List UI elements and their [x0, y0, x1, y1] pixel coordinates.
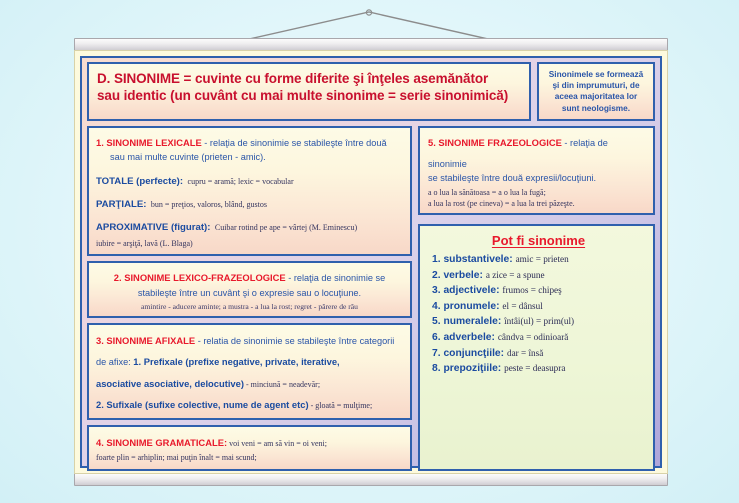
list-item — [432, 252, 645, 268]
box3-prefixale-label: 1. Prefixale (prefixe negative, private, iterative, — [133, 356, 340, 368]
left-column — [87, 126, 412, 471]
box3-prefixale-example: - minciună = neadevăr; — [244, 379, 321, 389]
item-example: frumos = chipeş — [502, 285, 562, 296]
item-example: amic = prieten — [515, 253, 569, 264]
box1-def-text-1: - relaţia de sinonimie se stabileşte între două — [201, 137, 387, 148]
list-item — [432, 299, 645, 315]
title-card — [87, 62, 531, 121]
box5-def-line-1 — [428, 132, 646, 174]
pot-fi-sinonime-list — [432, 252, 645, 377]
item-example: cândva = odinioară — [497, 332, 569, 343]
item-label: 1. substantivele: — [432, 253, 513, 265]
box2-def-text-1: - relaţia de sinonimie se — [285, 273, 386, 284]
box3-def-text: - relatia de sinonimie se stabileşte între categorii — [195, 336, 395, 347]
item-example: întâi(ul) = prim(ul) — [504, 316, 575, 327]
item-label: 2. verbele: — [432, 269, 483, 281]
box3-line-1 — [96, 329, 404, 350]
card-pot-fi-sinonime — [418, 224, 655, 471]
card-sinonime-gramaticale — [87, 425, 412, 470]
box2-def-line-1 — [95, 267, 404, 288]
box1-sub-example: bun = preţios, valoros, blând, gustos — [150, 200, 267, 210]
box4-title: 4. SINONIME GRAMATICALE: — [96, 437, 228, 449]
box3-line-2-pre: de afixe: — [96, 357, 134, 368]
box1-title: 1. SINONIME LEXICALE — [96, 136, 202, 148]
item-label: 8. prepoziţiile: — [432, 363, 502, 375]
title-line-1-rest: = cuvinte cu forme diferite şi înţeles asemănător — [179, 71, 489, 86]
list-item — [432, 346, 645, 362]
box1-sub-row — [96, 191, 404, 214]
item-example: peste = deasupra — [504, 363, 566, 374]
box1-sub-example: cupru = aramă; lexic = vocabular — [187, 176, 294, 186]
item-label: 5. numeralele: — [432, 316, 502, 328]
header-row — [87, 62, 655, 121]
list-item — [432, 268, 645, 284]
pot-fi-sinonime-heading: Pot fi sinonime — [491, 232, 586, 248]
box1-last-line: iubire = arşiţă, lavă (L. Blaga) — [96, 238, 193, 248]
item-example: a zice = a spune — [485, 269, 545, 280]
box3-sufixale-label: 2. Sufixale (sufixe colective, nume de agent etc) — [96, 398, 309, 410]
list-item — [432, 283, 645, 299]
box5-example-2: a lua la rost (pe cineva) = a lua la trei păzeşte. — [428, 198, 575, 208]
poster-rod-bottom — [74, 473, 668, 486]
list-item — [432, 361, 645, 377]
title-line-1 — [97, 70, 521, 87]
box4-line-1 — [96, 431, 404, 453]
card-sinonime-lexico-frazeologice — [87, 261, 412, 318]
box1-sub-label: PARŢIALE: — [96, 199, 147, 211]
box1-sublist — [96, 168, 404, 249]
right-column — [418, 126, 655, 471]
box4-example-1: voi veni = am să vin = oi veni; — [227, 439, 327, 449]
card-sinonime-afixale — [87, 323, 412, 420]
box5-def-line-2: se stabileşte între două expresii/locuţiuni. — [428, 173, 597, 184]
item-label: 3. adjectivele: — [432, 285, 500, 297]
item-label: 7. conjuncţiile: — [432, 347, 505, 359]
box5-example-1: a o lua la sănătoasa = a o lua la fugă; — [428, 188, 546, 198]
box1-sub-label: APROXIMATIVE (figurat): — [96, 222, 211, 234]
box5-def-text-1: - relaţia de sinonimie — [428, 137, 608, 169]
card-sinonime-frazeologice — [418, 126, 655, 215]
list-item — [432, 314, 645, 330]
title-heading: D. SINONIME — [97, 71, 180, 86]
card-sinonime-lexicale — [87, 126, 412, 256]
box2-def-line-2: stabileşte între un cuvânt şi o expresie sau o locuţiune. — [137, 287, 362, 298]
note-line-4: sunt neologisme. — [561, 102, 631, 113]
main-columns — [87, 126, 655, 471]
box3-prefixale-label-cont: asociative asociative, delocutive) — [96, 377, 244, 389]
box3-line-2 — [96, 350, 404, 371]
item-example: dar = însă — [506, 347, 544, 358]
box1-sub-row — [96, 214, 404, 237]
box1-sub-label: TOTALE (perfecte): — [96, 175, 184, 187]
box4-example-2: foarte plin = arhiplin; mai puţin înalt = mai scund; — [96, 452, 257, 462]
note-line-3: aceea majoritatea lor — [554, 91, 638, 102]
item-example: el = dânsul — [502, 300, 543, 311]
poster-sheet — [74, 50, 668, 474]
note-card — [537, 62, 655, 121]
box1-def-line-1 — [96, 132, 404, 152]
note-line-2: şi din imprumuturi, de — [552, 80, 640, 91]
box1-def-line-2: sau mai multe cuvinte (prieten - amic). — [110, 152, 266, 163]
box5-title: 5. SINONIME FRAZEOLOGICE — [428, 136, 562, 148]
box3-sufixale-example: - gloată = mulţime; — [308, 400, 373, 410]
item-label: 6. adverbele: — [432, 332, 495, 344]
item-label: 4. pronumele: — [432, 300, 500, 312]
poster-content — [80, 56, 662, 468]
list-item — [432, 330, 645, 346]
box2-title: 2. SINONIME LEXICO-FRAZEOLOGICE — [113, 272, 286, 284]
box1-sub-example: Cuibar rotind pe ape = vârtej (M. Eminescu) — [214, 223, 358, 233]
box3-title: 3. SINONIME AFIXALE — [96, 335, 196, 347]
box3-line-4 — [96, 393, 404, 414]
box2-examples: amintire - aducere aminte; a mustra - a lua la rost; regret - părere de rău — [141, 301, 358, 311]
title-line-2: sau identic (un cuvânt cu mai multe sinonime = serie sinonimică) — [97, 88, 509, 104]
box3-line-3 — [96, 372, 404, 393]
note-line-1: Sinonimele se formează — [548, 69, 644, 79]
box1-sub-row — [96, 168, 404, 191]
